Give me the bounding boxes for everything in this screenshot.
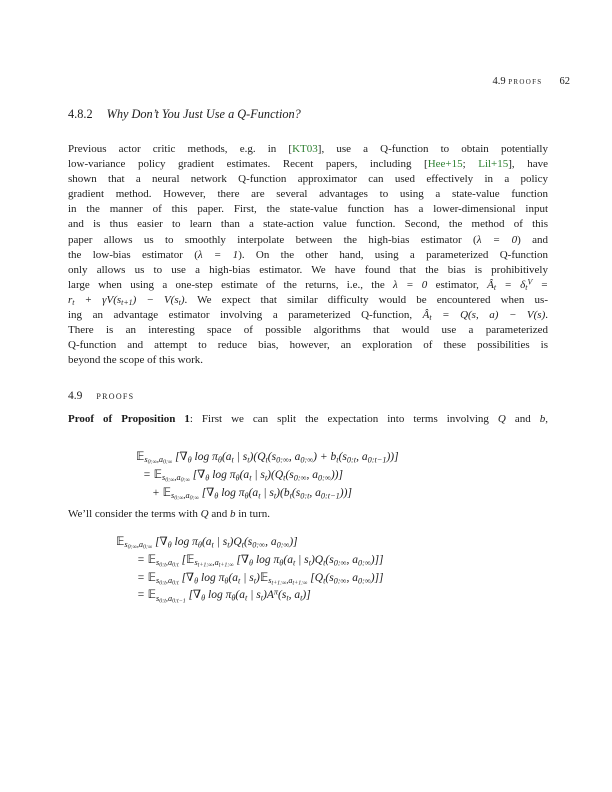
paragraph-line <box>68 248 548 263</box>
paragraph-line <box>68 323 548 338</box>
interlude-text <box>68 507 548 522</box>
citation-link[interactable]: Hee+15 <box>427 158 463 171</box>
running-head-section-title: proofs <box>508 76 543 87</box>
paragraph-line <box>68 293 548 308</box>
running-head-section-number: 4.9 <box>492 76 506 87</box>
paragraph-line <box>68 217 548 232</box>
inline-math: $r_t + \gamma V(s_{t+1}) - V(s_t)$ <box>68 293 185 308</box>
math-line: = 𝔼$_{s_{0:\infty},a_{0:\infty}}$ [$\nabla_\theta$ $\log \pi_\theta(a_t$ | $s_t)(Q_t(s_{0:\infty}$, $a_{0:\infty}$))] <box>143 468 343 484</box>
citation-link[interactable]: Lil+15 <box>478 158 509 171</box>
section-heading <box>68 390 134 402</box>
equation-block-split-expectation <box>136 449 399 502</box>
inline-math: b <box>539 413 546 425</box>
text-run: paper allows us to smoothly interpolate between the high-bias estimator ( <box>68 233 477 246</box>
text-run: low-variance policy gradient estimates. Recent papers, including [ <box>68 158 428 171</box>
math-line: = 𝔼$_{s_{0:t},a_{0:t-1}}$ [$\nabla_\theta$ $\log \pi_\theta(a_t$ | $s_t)A^\pi(s_t$, $a_t$)] <box>137 587 311 605</box>
paragraph-line <box>68 157 548 172</box>
running-head-title <box>492 76 542 87</box>
subsection-number: 4.8.2 <box>68 107 93 121</box>
math-line: = 𝔼$_{s_{0:t},a_{0:t}}$ [$\nabla_\theta$ $\log \pi_\theta(a_t$ | $s_t)𝔼_{s_{t+1:\infty},a_{t+1:\infty}}$ [$Q_t(s_{0:\infty}$, $a_{0:\infty}$)]] <box>137 571 384 587</box>
inline-math: $Â_t = \delta_t^V$ = <box>487 277 548 293</box>
citation-link[interactable]: KT03 <box>292 143 318 155</box>
text-run: large when using a one-step estimate of the returns, i.e., the <box>68 278 394 291</box>
paragraph-line <box>68 353 548 368</box>
inline-math: Q <box>200 508 209 520</box>
inline-math: λ = 0 <box>393 278 428 291</box>
text-run: only allows us to use a high-bias estimator. We have found that the bias is prohibitively <box>68 263 548 276</box>
math-line: = 𝔼$_{s_{0:t},a_{0:t}}$ [𝔼$_{s_{t+1:\infty},a_{t+1:\infty}}$ [$\nabla_\theta$ $\log \pi_\theta(a_t$ | $s_t)Q_t(s_{0:\infty}$, $a_{0:\infty}$)]] <box>137 553 384 569</box>
paragraph-line <box>68 142 548 157</box>
subsection-heading <box>68 107 301 122</box>
text-run: . <box>545 309 548 322</box>
inline-math: λ = 1 <box>197 248 239 261</box>
paragraph-line <box>68 172 548 187</box>
section-number: 4.9 <box>68 390 83 402</box>
text-run: ], have <box>508 158 548 171</box>
text-run: and is thus easier to learn than a state-action value function. Second, the method of this <box>68 218 548 231</box>
text-run: ). On the other hand, using a parameterized Q-function <box>238 248 548 261</box>
text-run: ) and <box>517 233 548 246</box>
math-line: 𝔼$_{s_{0:\infty},a_{0:\infty}}$ [$\nabla_\theta$ $\log \pi_\theta(a_t$ | $s_t)Q_t(s_{0:\infty}$, $a_{0:\infty}$)] <box>116 536 298 551</box>
paragraph-line <box>68 338 548 353</box>
running-head <box>68 76 570 87</box>
text-run: Q-function and attempt to reduce bias, however, an exploration of these possibilities is <box>68 339 548 352</box>
text-run: . We expect that similar difficulty would be encountered when us- <box>184 293 548 306</box>
inline-math: b <box>229 508 236 520</box>
text-run: ing an advantage estimator involving a parameterized Q-function, <box>68 309 423 322</box>
paragraph-line <box>68 278 548 293</box>
text-run: and <box>208 508 230 520</box>
text-run: Previous actor critic methods, e.g. in [ <box>68 143 293 155</box>
inline-math: λ = 0 <box>476 233 518 246</box>
text-run: the low-bias estimator ( <box>68 248 198 261</box>
subsection-title: Why Don’t You Just Use a Q-Function? <box>106 107 301 121</box>
text-run: ; <box>462 158 479 171</box>
text-run: , <box>545 413 548 425</box>
bold-lead: Proof of Proposition 1 <box>68 413 190 425</box>
math-line: + 𝔼$_{s_{0:\infty},a_{0:\infty}}$ [$\nabla_\theta$ $\log \pi_\theta(a_t$ | $s_t)(b_t(s_{0:t}$, $a_{0:t-1}$))] <box>152 486 352 502</box>
inline-math: $Â_t = Q(s$, a) − V(s) <box>422 309 546 323</box>
text-run: We’ll consider the terms with <box>68 508 201 520</box>
text-run: estimator, <box>427 278 488 291</box>
text-run: There is an interesting space of possible algorithms that would use a parameterized <box>68 324 548 337</box>
text-run: gradient method. However, there are several advantages to using a state-value function <box>68 188 548 201</box>
inline-math: Q <box>497 413 506 425</box>
text-run: in the manner of this paper. First, the state-value function has a lower-dimensional input <box>68 203 548 216</box>
text-run: shown that a neural network Q-function approximator can used effectively in a policy <box>68 173 548 186</box>
text-run: : First we can split the expectation into terms involving <box>189 413 498 425</box>
proof-intro-paragraph <box>68 412 548 427</box>
section-title: proofs <box>96 390 135 402</box>
page-number: 62 <box>559 76 570 87</box>
paragraph-line <box>68 263 548 278</box>
paragraph-line <box>68 187 548 202</box>
text-run: in turn. <box>235 508 270 520</box>
equation-block-q-term <box>116 534 384 605</box>
text-run: ], use a Q-function to obtain potentially <box>317 143 548 155</box>
paragraph-line <box>68 202 548 217</box>
math-line: 𝔼$_{s_{0:\infty},a_{0:\infty}}$ [$\nabla_\theta$ $\log \pi_\theta(a_t$ | $s_t)(Q_t(s_{0:\infty}$, $a_{0:\infty}) + b_t(s_{0:t}$, $a_{0:t-1}$))] <box>136 451 399 466</box>
text-run: and <box>505 413 540 425</box>
paragraph-line <box>68 233 548 248</box>
text-run: beyond the scope of this work. <box>68 354 204 367</box>
paragraph-line <box>68 308 548 323</box>
body-paragraph <box>68 142 548 368</box>
